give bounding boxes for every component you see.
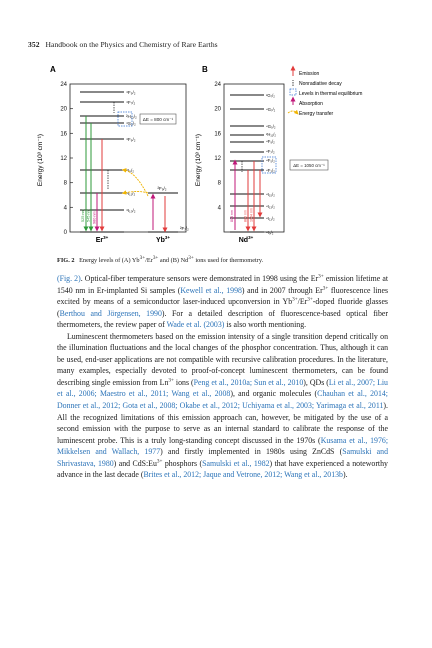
panel-b-tick-label: 12	[214, 156, 221, 162]
wavelength-label: 880 nm	[243, 210, 248, 222]
paragraph: (Fig. 2). Optical-fiber temperature sensors were demonstrated in 1998 using the $Er^{3+}$ emission lifetime at 1540 nm in Er-implanted Si samples (Kewell et al., 1998) and in 2007 through $Er^{3+}$ fluorescence lines excited by means of a semiconductor laser-induced upconversion in $Yb^{3+}/Er^{3+}$-doped fluoride glasses (Berthou and Jörgensen, 1990). For a detailed description of fluorescence-based optical fiber thermometers, the review paper of Wade et al. (2003) is also worth mentioning.	[57, 273, 389, 330]
citation-link[interactable]: Chauhan et al., 2014; Donner et al., 2012; Gota et al., 2008; Okabe et al., 2012; Uchiyama et al., 2003; Yarimaga et al., 2011	[57, 389, 388, 411]
panel-b-tick-label: 20	[214, 106, 221, 113]
ion-label-yb: $Yb^{3+}$	[155, 235, 171, 244]
delta-e-label-a: ΔE = 800 cm⁻¹	[142, 117, 174, 122]
running-header	[28, 40, 218, 49]
er-level-label: ⁴I₉/₂	[126, 168, 134, 173]
panel-a-tick-label: 0	[63, 230, 67, 236]
panel-b-tick-label: 16	[214, 131, 221, 138]
panel-b-tick-label: 24	[214, 82, 221, 88]
energy-level-figure	[37, 62, 375, 244]
er-level-label: ⁴I₁₁/₂	[126, 191, 136, 196]
legend-item: Emission	[299, 71, 320, 77]
panel-a-tick-label: 12	[60, 156, 67, 162]
nd-level-label: ⁴F₉/₂	[266, 139, 275, 144]
nd-level-label: ⁴I₉/₂	[266, 230, 274, 235]
figure-label: FIG. 2	[57, 257, 75, 264]
panel-a-letter: A	[50, 65, 56, 74]
figure-legend	[288, 68, 362, 117]
citation-link[interactable]: Samulski et al., 1982	[202, 458, 270, 468]
panel-b-y-axis-label: Energy (10³ cm⁻¹)	[195, 133, 202, 187]
panel-b-tick-label: 4	[217, 205, 221, 212]
nd-level-label: ⁴F₇/₂	[266, 149, 275, 154]
panel-a-tick-label: 24	[60, 82, 67, 88]
page-number: 352	[28, 40, 40, 49]
wavelength-label: 545 nm	[86, 209, 91, 222]
legend-thermal-swatch	[290, 89, 296, 95]
legend-item: Levels in thermal equilibrium	[299, 91, 363, 97]
panel-a-tick-label: 20	[60, 106, 67, 113]
legend-item: Energy transfer	[299, 111, 334, 117]
yb-level-label: ²F₇/₂	[180, 226, 189, 231]
panel-b-letter: B	[202, 65, 208, 74]
nd-level-label: ⁴F₅/₂	[266, 158, 275, 163]
citation-link[interactable]: Samulski and Shrivastava, 1980	[57, 447, 388, 468]
legend-item: Absorption	[299, 101, 323, 107]
er-level-label: ⁴F₇/₂	[126, 100, 136, 105]
er-level-label: ⁴F₉/₂	[126, 137, 136, 142]
panel-a-y-axis-label: Energy (10³ cm⁻¹)	[37, 133, 44, 187]
figure-caption: FIG. 2 Energy levels of (A) $Yb^{3+}/Er^{3+}$ and (B) $Nd^{3+}$ ions used for thermometry.	[57, 254, 264, 264]
legend-item: Nonradiative decay	[299, 81, 342, 87]
body-text	[57, 273, 388, 481]
nd-level-label: ²H₁₁/₂	[266, 132, 277, 137]
legend-energy-transfer-swatch	[288, 111, 297, 113]
citation-link[interactable]: (Fig. 2)	[57, 274, 81, 283]
citation-link[interactable]: Kewell et al., 1998	[180, 285, 242, 295]
nd-level-label: ⁴I₁₁/₂	[266, 216, 275, 221]
citation-link[interactable]: Peng et al., 2010a; Sun et al., 2010	[193, 377, 304, 387]
yb-level-label: ²F₅/₂	[157, 186, 167, 191]
delta-e-label-b: ΔE = 1050 cm⁻¹	[293, 163, 325, 168]
wavelength-label: 1064 nm	[249, 208, 254, 222]
citation-link[interactable]: Li et al., 2007; Liu et al., 2006; Maestro et al., 2011; Wang et al., 2008	[57, 377, 388, 399]
panel-a-tick-label: 4	[63, 205, 67, 212]
running-title: Handbook on the Physics and Chemistry of Rare Earths	[45, 40, 218, 49]
wavelength-label: 980 nm	[92, 211, 97, 224]
wavelength-label: 525 nm	[81, 209, 85, 222]
citation-link[interactable]: Wade et al. (2003)	[166, 320, 225, 330]
panel-a	[37, 65, 189, 244]
paragraph: Luminescent thermometers based on the emission intensity of a single transition depend critically on the illumination fluctuations and the local changes of the phosphor concentration. Thus, although it can be used, end-user applications are not compatible with recursive calibration procedures. In the literature, many examples, especially devoted to proof-of-concept luminescent thermometers, can be found describing single emission from $Ln^{3+}$ ions (Peng et al., 2010a; Sun et al., 2010), QDs (Li et al., 2007; Liu et al., 2006; Maestro et al., 2011; Wang et al., 2008), and organic molecules (Chauhan et al., 2014; Donner et al., 2012; Gota et al., 2008; Okabe et al., 2012; Uchiyama et al., 2003; Yarimaga et al., 2011). All the recognized limitations of this emission approach can, however, be mitigated by the use of a second emission with the purpose to serve as an internal standard to calibrate the response of the luminescent probe. This is a truly long-standing concept discussed in the 1970s (Kusama et al., 1976; Mikkelsen and Wallach, 1977) and firstly implemented in 1980s using ZnCdS (Samulski and Shrivastava, 1980) and $CdS:Eu^{3+}$ phosphors (Samulski et al., 1982) that have experienced a noteworthy advance in the last decade (Brites et al., 2012; Jaque and Vetrone, 2012; Wang et al., 2013b).	[57, 331, 388, 480]
panel-a-tick-label: 16	[60, 131, 67, 138]
er-level-label: ⁴F₅/₂	[126, 90, 136, 95]
citation-link[interactable]: Brites et al., 2012; Jaque and Vetrone, 2012; Wang et al., 2013b	[143, 470, 343, 480]
panel-b-tick-label: 8	[217, 180, 221, 187]
wavelength-label: 808 nm	[230, 210, 234, 222]
er-level-label: ⁴S₃/₂	[126, 121, 136, 126]
ion-label-er: $Er^{3+}$	[95, 235, 109, 244]
citation-link[interactable]: Kusama et al., 1976; Mikkelsen and Wallach, 1977	[57, 435, 388, 457]
citation-link[interactable]: Berthou and Jörgensen, 1990	[59, 308, 162, 318]
ion-label-nd: $Nd^{3+}$	[238, 235, 254, 244]
nd-level-label: ⁴I₁₅/₂	[266, 192, 275, 197]
nd-level-label: ⁴I₁₃/₂	[266, 204, 275, 209]
nd-level-label: ⁴G₇/₂	[266, 107, 276, 112]
er-level-label: ⁴I₁₃/₂	[126, 208, 136, 213]
nd-level-label: ⁴F₃/₂	[266, 168, 275, 173]
er-level-label: ²H₁₁/₂	[126, 114, 137, 119]
nd-level-label: ⁴G₅/₂	[266, 124, 276, 129]
nd-level-label: ²G₇/₂	[266, 93, 275, 98]
panel-a-tick-label: 8	[63, 180, 67, 187]
